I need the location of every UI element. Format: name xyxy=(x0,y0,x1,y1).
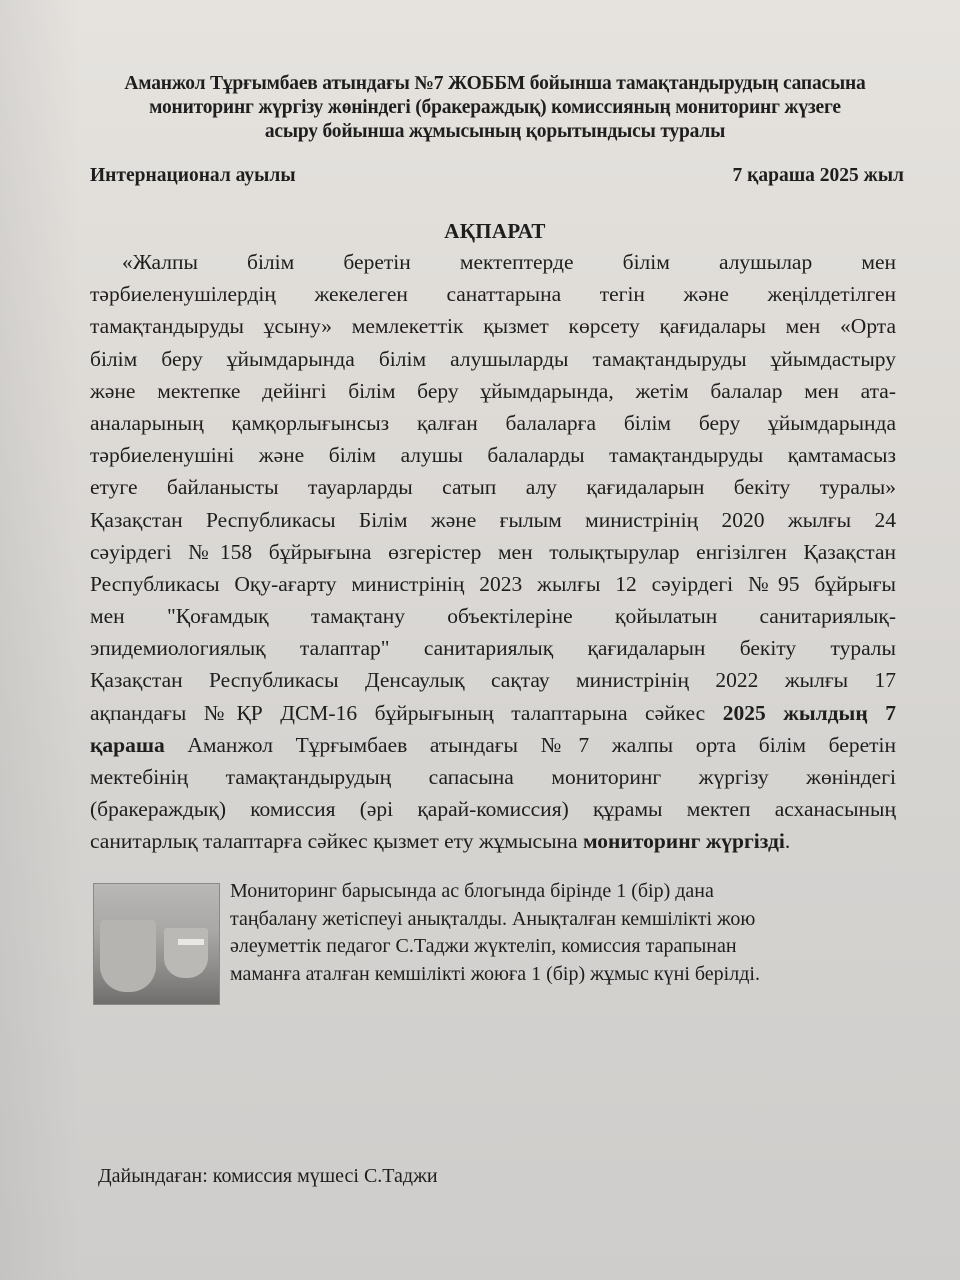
cups-photo xyxy=(93,883,220,1005)
period: . xyxy=(784,829,791,854)
cup-label-sticker xyxy=(178,939,204,945)
date-emphasis: 2025 жылдың 7 xyxy=(722,700,896,725)
location: Интернационал ауылы xyxy=(90,165,296,186)
cup-shape xyxy=(100,920,156,992)
meta-row xyxy=(90,165,904,191)
note-line: маманға аталған кемшілікті жоюға 1 (бір) жұмыс күні берілді. xyxy=(230,962,760,985)
body-text-plain: Аманжол Тұрғымбаев атындағы №7 жалпы орта білім беретін xyxy=(187,732,897,757)
body-line: тәрбиеленушілердің жекелеген санаттарына тегін және жеңілдетілген xyxy=(90,282,896,307)
body-line: етуге байланысты тауарларды сатып алу қағидаларын бекіту туралы» xyxy=(90,475,896,500)
section-heading: АҚПАРАТ xyxy=(444,219,546,243)
cup-shape xyxy=(164,928,208,978)
body-line: және мектепке дейінгі білім беру ұйымдарында, жетім балалар мен ата- xyxy=(90,378,896,403)
body-line: мектебінің тамақтандырудың сапасына мониторинг жүргізу жөніндегі xyxy=(90,765,896,789)
body-line: (бракераждық) комиссия (әрі қарай-комиссия) құрамы мектеп асханасының xyxy=(90,797,896,822)
body-line: білім беру ұйымдарында білім алушыларды тамақтандыруды ұйымдастыру xyxy=(90,346,896,371)
body-paragraph xyxy=(90,246,896,858)
body-line: тамақтандыруды ұсыну» мемлекеттік қызмет көрсету қағидалары мен «Орта xyxy=(90,314,896,339)
body-line: Республикасы Оқу-ағарту министрінің 2023 жылғы 12 сәуірдегі №95 бұйрығы xyxy=(90,571,896,596)
title-line: мониторинг жүргізу жөніндегі (бракераждық) комиссияның мониторинг жүзеге xyxy=(149,97,841,118)
title-line: асыру бойынша жұмысының қорытындысы туралы xyxy=(264,121,726,142)
body-line: мен "Қоғамдық тамақтану объектілеріне қойылатын санитариялық- xyxy=(90,604,896,629)
prepared-by: Дайындаған: комиссия мүшесі С.Таджи xyxy=(98,1165,438,1187)
body-line: сәуірдегі №158 бұйрығына өзгерістер мен толықтырулар енгізілген Қазақстан xyxy=(90,539,896,564)
body-text-plain: ақпандағы №ҚР ДСМ-16 бұйрығының талаптарына сәйкес xyxy=(90,700,706,725)
body-line xyxy=(90,825,896,857)
document-title xyxy=(80,72,910,144)
document-date: 7 қараша 2025 жыл xyxy=(732,165,904,186)
date-emphasis: қараша xyxy=(90,732,165,757)
body-line: аналарының қамқорлығынсыз қалған балаларға білім беру ұйымдарында xyxy=(90,410,896,435)
body-line: Қазақстан Республикасы Білім және ғылым министрінің 2020 жылғы 24 xyxy=(90,507,896,532)
note-line: таңбалану жетіспеуі анықталды. Анықталған кемшілікті жою xyxy=(230,907,756,930)
body-line: тәрбиеленушіні және білім алушы балаларды тамақтандыруды қамтамасыз xyxy=(90,443,896,468)
body-text-plain: санитарлық талаптарға сәйкес қызмет ету жұмысына xyxy=(90,829,578,854)
body-line: «Жалпы білім беретін мектептерде білім алушылар мен xyxy=(122,250,896,274)
title-line: Аманжол Тұрғымбаев атындағы №7 ЖОББМ бойынша тамақтандырудың сапасына xyxy=(124,73,866,94)
body-line xyxy=(90,697,896,729)
monitoring-note xyxy=(230,878,910,988)
note-line: Мониторинг барысында ас блогында бірінде 1 (бір) дана xyxy=(230,880,714,902)
monitoring-emphasis: мониторинг жүргізді xyxy=(582,829,785,854)
note-line: әлеуметтік педагог С.Таджи жүктеліп, комиссия тарапынан xyxy=(230,935,737,957)
body-line: Қазақстан Республикасы Денсаулық сақтау министрінің 2022 жылғы 17 xyxy=(90,668,896,693)
body-line: эпидемиологиялық талаптар" санитариялық қағидаларын бекіту туралы xyxy=(90,636,896,661)
body-line xyxy=(90,729,896,761)
